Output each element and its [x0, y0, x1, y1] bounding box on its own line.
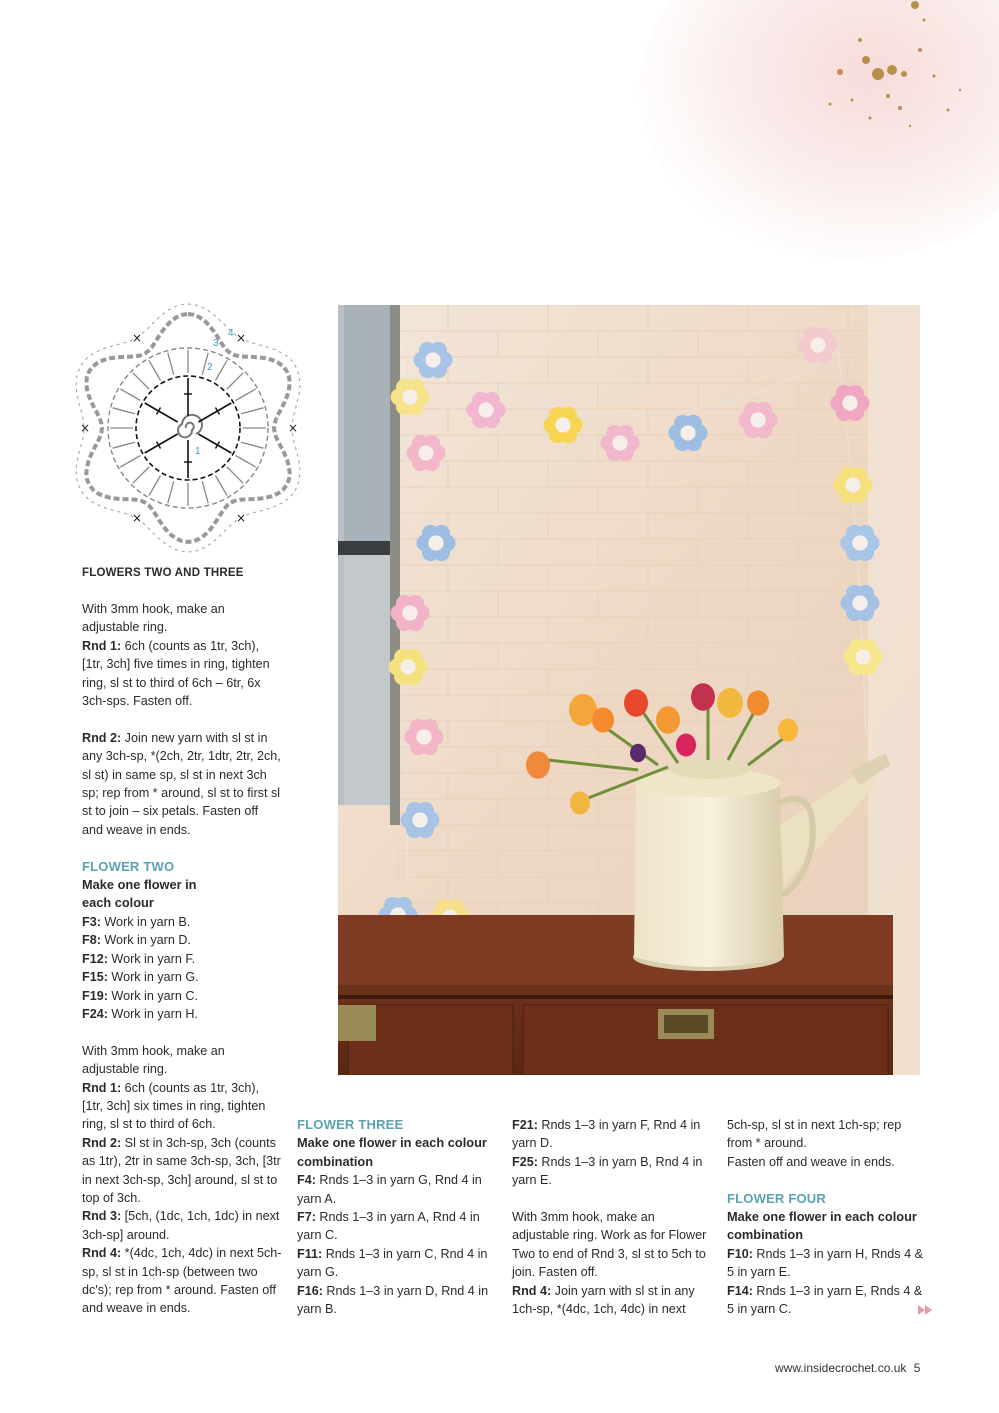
crochet-chart-diagram — [62, 298, 318, 556]
flower-two-title: FLOWER TWO — [82, 858, 175, 874]
svg-text:×: × — [132, 330, 143, 345]
flower-three-list-cont — [512, 1116, 708, 1190]
flower-two-rnd2: Rnd 2: Sl st in 3ch-sp, 3ch (counts as 1tr), 2tr in same 3ch-sp, 3ch, [3tr in next 3ch-sp, 3ch] around, sl st to top of 3ch. — [82, 1135, 281, 1205]
list-item: F16: Rnds 1–3 in yarn D, Rnd 4 in yarn B. — [297, 1283, 489, 1317]
list-item: F4: Rnds 1–3 in yarn G, Rnd 4 in yarn A. — [297, 1173, 482, 1206]
list-item: F7: Rnds 1–3 in yarn A, Rnd 4 in yarn C. — [297, 1210, 480, 1243]
flower-two-rnd1: Rnd 1: 6ch (counts as 1tr, 3ch), [1tr, 3ch] six times in ring, tighten ring, sl st to third of 6ch. — [82, 1080, 266, 1132]
flower-three-list — [297, 1171, 493, 1318]
chart-heading: FLOWERS TWO AND THREE — [82, 567, 244, 579]
column-3 — [512, 1116, 708, 1318]
column-4 — [727, 1116, 923, 1318]
list-item: F25: Rnds 1–3 in yarn B, Rnd 4 in yarn E. — [512, 1154, 703, 1188]
flower-four-title: FLOWER FOUR — [727, 1190, 826, 1206]
column-1 — [82, 600, 282, 1318]
list-item: F15: Work in yarn G. — [82, 970, 199, 985]
list-item: F14: Rnds 1–3 in yarn E, Rnds 4 & 5 in yarn C. — [727, 1283, 923, 1317]
flower-three-title: FLOWER THREE — [297, 1117, 404, 1132]
flower-two-rnd4: Rnd 4: *(4dc, 1ch, 4dc) in next 5ch-sp, sl st in 1ch-sp (between two dc's); rep from * around. Fasten off and weave in ends. — [82, 1246, 282, 1316]
list-item: F24: Work in yarn H. — [82, 1006, 198, 1021]
svg-text:×: × — [236, 511, 247, 526]
chart-round-2-label: 2 — [207, 362, 213, 373]
footer-url[interactable]: www.insidecrochet.co.uk — [775, 1361, 907, 1375]
rnd2-instruction: Rnd 2: Join new yarn with sl st in any 3ch-sp, *(2ch, 2tr, 1dtr, 2tr, 2ch, sl st) in same sp, sl st in next 3ch sp; rep from * around, sl st to first sl st to join – six petals. Fasten off and weave in ends. — [82, 730, 281, 837]
svg-text:×: × — [80, 421, 91, 435]
flower-four-subtitle: Make one flower in each colour combination — [727, 1209, 917, 1243]
flower-three-subtitle: Make one flower in each colour combination — [297, 1135, 487, 1169]
photo-illustration — [338, 305, 920, 1075]
list-item: F10: Rnds 1–3 in yarn H, Rnds 4 & 5 in yarn E. — [727, 1246, 924, 1280]
flower-two-list — [82, 913, 282, 1023]
list-item: F3: Work in yarn B. — [82, 914, 191, 929]
flower-four-list — [727, 1245, 923, 1319]
list-item: F11: Rnds 1–3 in yarn C, Rnd 4 in yarn G. — [297, 1246, 488, 1280]
svg-text:×: × — [236, 330, 247, 345]
bunting-photo — [338, 305, 920, 1075]
column-2 — [297, 1116, 493, 1318]
intro-text: With 3mm hook, make an adjustable ring. — [82, 602, 225, 635]
fasten-off-text: Fasten off and weave in ends. — [727, 1154, 895, 1169]
flower-two-subtitle: Make one flower in each colour — [82, 877, 197, 911]
chart-round-4-label: 4 — [228, 328, 234, 339]
flower-four-intro: With 3mm hook, make an adjustable ring. Work as for Flower Two to end of Rnd 3, sl st to 5ch to join. Fasten off. — [512, 1210, 707, 1280]
list-item: F21: Rnds 1–3 in yarn F, Rnd 4 in yarn D. — [512, 1118, 701, 1151]
page-number: 5 — [913, 1361, 921, 1375]
list-item: F19: Work in yarn C. — [82, 988, 198, 1003]
intro-text-2: With 3mm hook, make an adjustable ring. — [82, 1043, 225, 1077]
svg-text:×: × — [132, 511, 143, 526]
chart-round-1-label: 1 — [195, 446, 201, 457]
flower-four-rnd4: Rnd 4: Join yarn with sl st in any 1ch-sp, *(4dc, 1ch, 4dc) in next — [512, 1283, 695, 1317]
flower-two-rnd3: Rnd 3: [5ch, (1dc, 1ch, 1dc) in next 3ch-sp] around. — [82, 1209, 280, 1242]
continue-arrow-icon — [918, 1304, 936, 1316]
flower-four-rnd4-cont: 5ch-sp, sl st in next 1ch-sp; rep from * around. — [727, 1118, 902, 1151]
rnd1-instruction: Rnd 1: 6ch (counts as 1tr, 3ch), [1tr, 3ch] five times in ring, tighten ring, sl st to third of 6ch – 6tr, 6x 3ch-sps. Fasten off. — [82, 638, 270, 709]
list-item: F12: Work in yarn F. — [82, 951, 196, 966]
chart-round-3-label: 3 — [213, 338, 219, 349]
list-item: F8: Work in yarn D. — [82, 933, 191, 948]
footer — [775, 1361, 920, 1375]
svg-text:×: × — [288, 421, 299, 435]
gold-speckles — [800, 0, 999, 140]
